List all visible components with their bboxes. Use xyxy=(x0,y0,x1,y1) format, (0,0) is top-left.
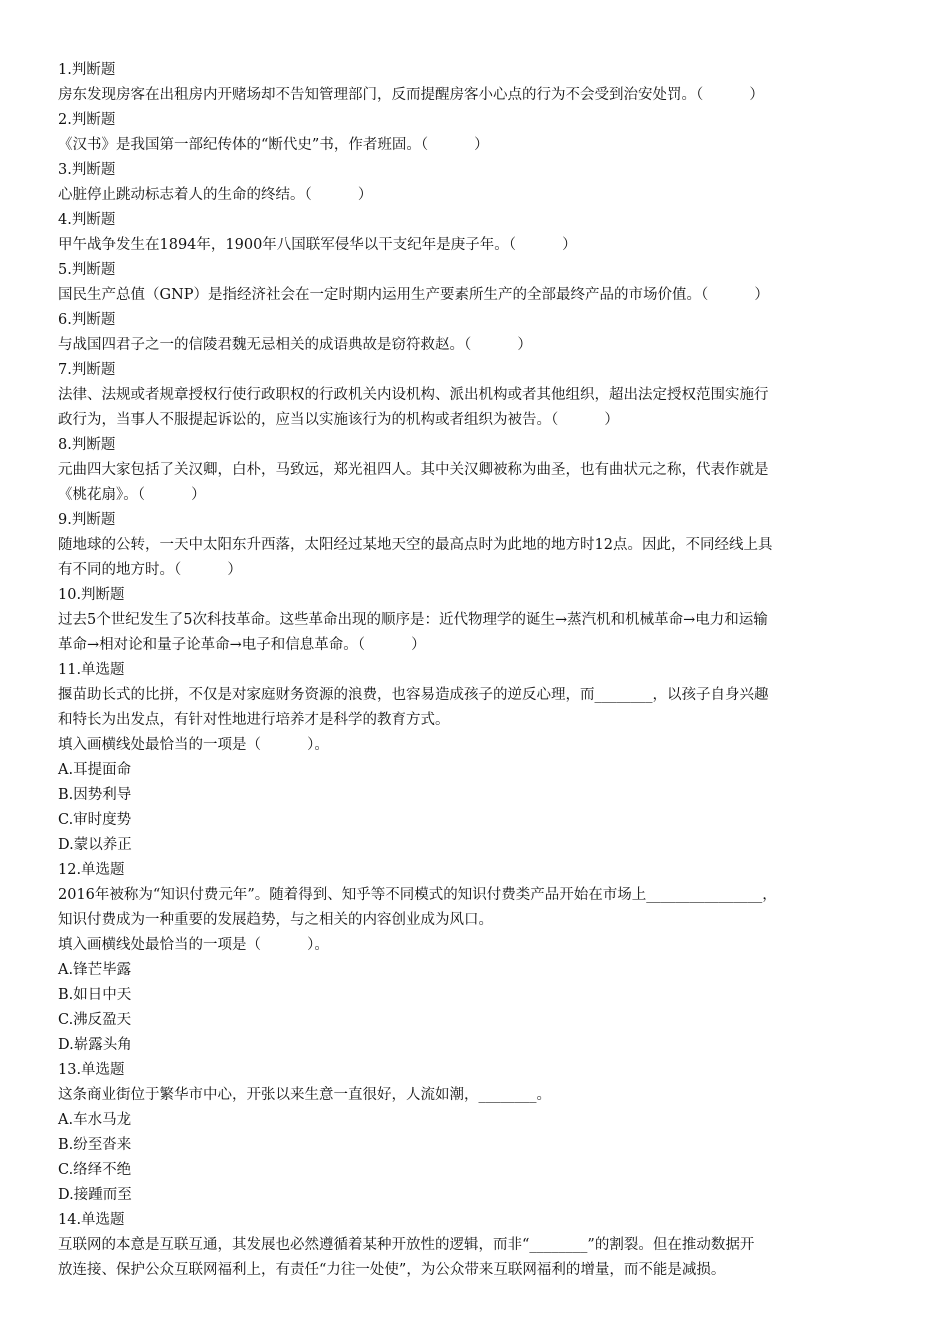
question-heading: 2.判断题 xyxy=(58,112,116,128)
question-text-line: 过去5个世纪发生了5次科技革命。这些革命出现的顺序是：近代物理学的诞生→蒸汽机和机械革命→电力和运输 xyxy=(58,612,768,628)
question-heading: 6.判断题 xyxy=(58,312,116,328)
question-block xyxy=(58,508,894,583)
question-block xyxy=(58,658,894,858)
question-heading: 9.判断题 xyxy=(58,512,116,528)
question-heading: 8.判断题 xyxy=(58,437,116,453)
question-text-line: A.锋芒毕露 xyxy=(58,962,132,978)
question-heading: 1.判断题 xyxy=(58,62,116,78)
question-text-line: 填入画横线处最恰当的一项是（ ）。 xyxy=(58,737,329,753)
question-block xyxy=(58,1058,894,1208)
question-heading: 10.判断题 xyxy=(58,587,125,603)
question-text-line: 填入画横线处最恰当的一项是（ ）。 xyxy=(58,937,329,953)
question-block xyxy=(58,433,894,508)
question-text-line: 揠苗助长式的比拼，不仅是对家庭财务资源的浪费，也容易造成孩子的逆反心理，而________，以孩子自身兴趣 xyxy=(58,687,769,703)
question-block xyxy=(58,1208,894,1283)
question-text-line: D.崭露头角 xyxy=(58,1037,132,1053)
question-text-line: 互联网的本意是互联互通，其发展也必然遵循着某种开放性的逻辑，而非“________”的割裂。但在推动数据开 xyxy=(58,1237,755,1253)
question-text-line: 国民生产总值（GNP）是指经济社会在一定时期内运用生产要素所生产的全部最终产品的市场价值。（ ） xyxy=(58,287,769,303)
question-heading: 4.判断题 xyxy=(58,212,116,228)
question-heading: 5.判断题 xyxy=(58,262,116,278)
question-block xyxy=(58,858,894,1058)
question-block xyxy=(58,258,894,308)
question-text-line: B.纷至沓来 xyxy=(58,1137,132,1153)
question-text-line: 《桃花扇》。（ ） xyxy=(58,487,206,503)
question-text-line: 革命→相对论和量子论革命→电子和信息革命。（ ） xyxy=(58,637,426,653)
question-text-line: 放连接、保护公众互联网福利上，有责任“力往一处使”，为公众带来互联网福利的增量，而不能是减损。 xyxy=(58,1262,726,1278)
question-text-line: 与战国四君子之一的信陵君魏无忌相关的成语典故是窃符救赵。（ ） xyxy=(58,337,532,353)
question-text-line: C.络绎不绝 xyxy=(58,1162,132,1178)
question-text-line: 《汉书》是我国第一部纪传体的“断代史”书，作者班固。（ ） xyxy=(58,137,489,153)
question-block xyxy=(58,58,894,108)
question-text-line: A.耳提面命 xyxy=(58,762,132,778)
question-block xyxy=(58,108,894,158)
question-heading: 7.判断题 xyxy=(58,362,116,378)
question-heading: 3.判断题 xyxy=(58,162,116,178)
question-text-line: B.如日中天 xyxy=(58,987,132,1003)
question-block xyxy=(58,308,894,358)
question-text-line: 有不同的地方时。（ ） xyxy=(58,562,242,578)
question-text-line: 房东发现房客在出租房内开赌场却不告知管理部门，反而提醒房客小心点的行为不会受到治安处罚。（ ） xyxy=(58,87,764,103)
question-text-line: D.接踵而至 xyxy=(58,1187,132,1203)
question-text-line: 随地球的公转，一天中太阳东升西落，太阳经过某地天空的最高点时为此地的地方时12点。因此，不同经线上具 xyxy=(58,537,773,553)
question-text-line: C.审时度势 xyxy=(58,812,132,828)
question-text-line: A.车水马龙 xyxy=(58,1112,132,1128)
question-text-line: 2016年被称为“知识付费元年”。随着得到、知乎等不同模式的知识付费类产品开始在市场上________________， xyxy=(58,887,777,903)
question-heading: 11.单选题 xyxy=(58,662,125,678)
question-text-line: B.因势利导 xyxy=(58,787,132,803)
question-block xyxy=(58,358,894,433)
question-document xyxy=(58,58,894,1283)
question-text-line: 甲午战争发生在1894年，1900年八国联军侵华以干支纪年是庚子年。（ ） xyxy=(58,237,577,253)
question-heading: 12.单选题 xyxy=(58,862,125,878)
question-text-line: 和特长为出发点，有针对性地进行培养才是科学的教育方式。 xyxy=(58,712,450,728)
question-text-line: 心脏停止跳动标志着人的生命的终结。（ ） xyxy=(58,187,373,203)
question-block xyxy=(58,158,894,208)
question-heading: 13.单选题 xyxy=(58,1062,125,1078)
question-block xyxy=(58,208,894,258)
question-text-line: 元曲四大家包括了关汉卿，白朴，马致远，郑光祖四人。其中关汉卿被称为曲圣，也有曲状元之称，代表作就是 xyxy=(58,462,769,478)
question-text-line: 法律、法规或者规章授权行使行政职权的行政机关内设机构、派出机构或者其他组织，超出法定授权范围实施行 xyxy=(58,387,769,403)
question-text-line: C.沸反盈天 xyxy=(58,1012,132,1028)
question-text-line: D.蒙以养正 xyxy=(58,837,132,853)
question-block xyxy=(58,583,894,658)
question-text-line: 政行为，当事人不服提起诉讼的，应当以实施该行为的机构或者组织为被告。（ ） xyxy=(58,412,619,428)
question-heading: 14.单选题 xyxy=(58,1212,125,1228)
question-text-line: 知识付费成为一种重要的发展趋势，与之相关的内容创业成为风口。 xyxy=(58,912,493,928)
question-text-line: 这条商业街位于繁华市中心，开张以来生意一直很好，人流如潮，________。 xyxy=(58,1087,551,1103)
